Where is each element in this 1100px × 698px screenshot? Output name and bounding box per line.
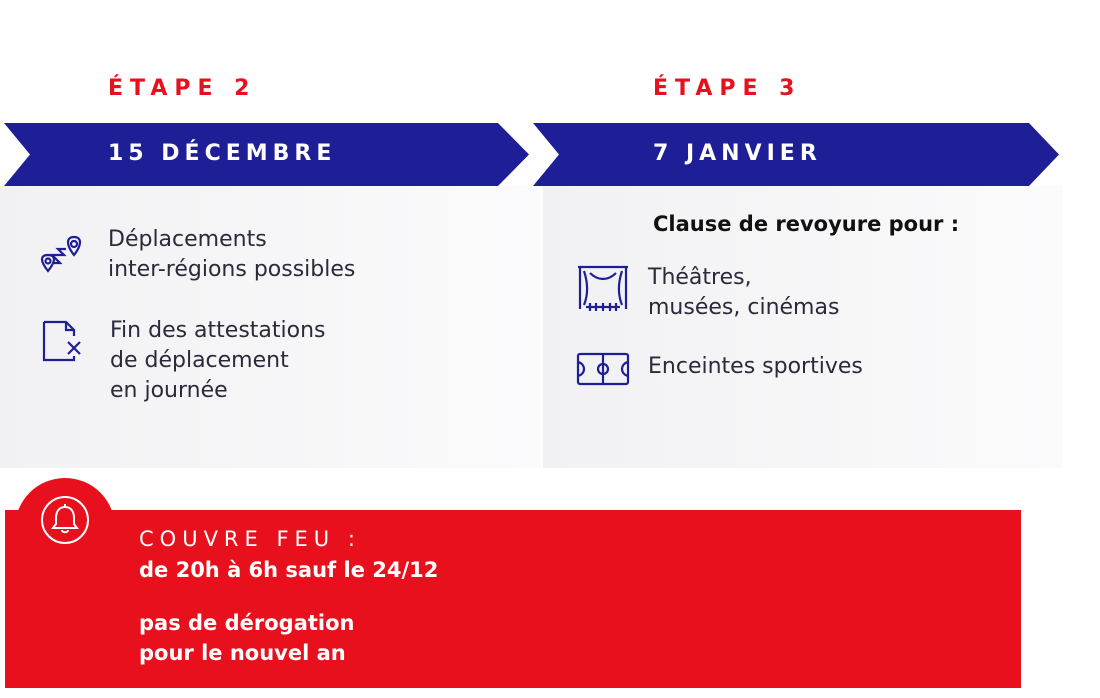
step2-date: 15 DÉCEMBRE [108,141,337,166]
curfew-exception-2: pour le nouvel an [139,641,346,665]
curfew-title: COUVRE FEU : [139,527,361,551]
stadium-field-icon [576,352,626,402]
map-route-icon [36,225,86,275]
step3-date-banner [533,123,1063,186]
step2-label: ÉTAPE 2 [108,76,257,101]
step3-label: ÉTAPE 3 [653,76,802,101]
step3-item-stadiums [576,352,863,402]
curfew-exception-1: pas de dérogation [139,611,355,635]
document-cancel-icon [38,316,88,366]
step3-item-stadiums-text: Enceintes sportives [648,354,863,379]
step2-item-attestation-text: Fin des attestations de déplacement en journée [110,318,326,403]
step3-date: 7 JANVIER [653,141,822,166]
bell-icon [41,496,89,544]
step2-item-travel [36,225,355,285]
step3-heading: Clause de revoyure pour : [653,212,960,236]
theatre-icon [576,263,626,313]
step2-date-banner [0,123,530,186]
step2-item-travel-text: Déplacements inter-régions possibles [108,227,356,282]
step3-item-theatres-text: Théâtres, musées, cinémas [648,265,840,320]
step2-item-attestation [38,316,326,406]
curfew-hours: de 20h à 6h sauf le 24/12 [139,558,439,582]
step3-item-theatres [576,263,839,323]
